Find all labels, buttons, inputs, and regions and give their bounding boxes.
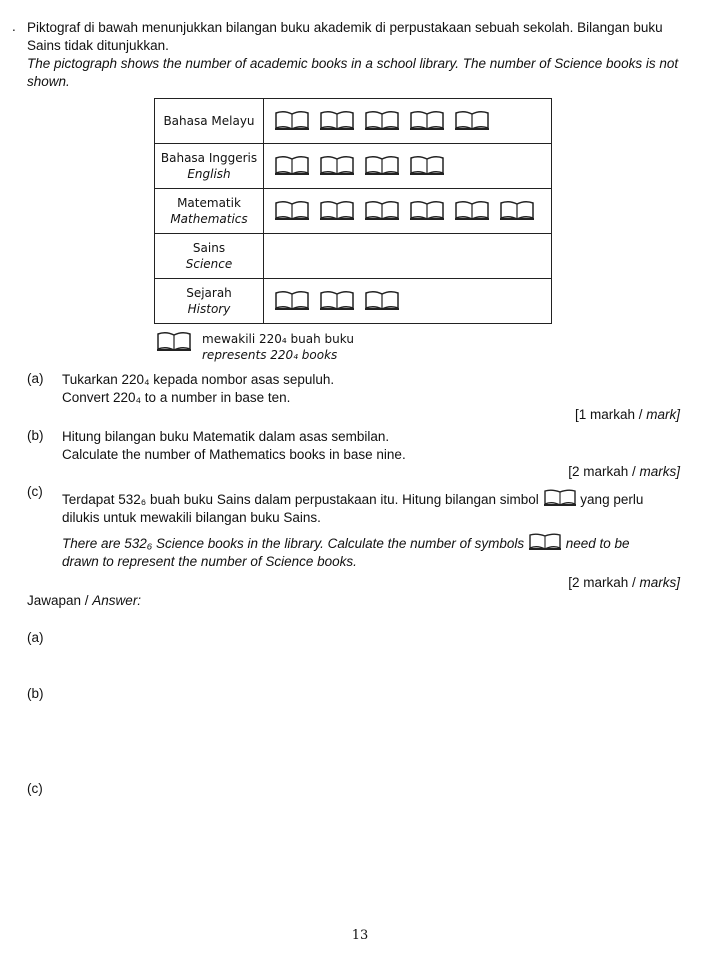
row-label-malay: Matematik [177, 196, 241, 210]
part-b-label: (b) [27, 428, 44, 443]
book-icon [364, 290, 400, 312]
pictograph-row [155, 189, 552, 234]
key-english: represents 220₄ books [202, 348, 338, 362]
pictograph-row-icons [264, 144, 552, 189]
row-label-malay: Bahasa Melayu [163, 114, 255, 128]
row-label-english: Science [185, 257, 233, 271]
part-a-text [62, 371, 334, 407]
answer-c-label: (c) [27, 781, 43, 796]
key-malay: mewakili 220₄ buah buku [202, 332, 354, 346]
book-icon [364, 110, 400, 132]
book-icon [274, 110, 310, 132]
book-icon [364, 200, 400, 222]
book-icon [454, 110, 490, 132]
book-icon [274, 200, 310, 222]
answer-heading: Jawapan / Answer: [27, 593, 142, 608]
answer-a-label: (a) [27, 630, 44, 645]
book-icon [409, 110, 445, 132]
row-label-malay: Sejarah [186, 286, 232, 300]
book-icon [409, 200, 445, 222]
book-icon [319, 290, 355, 312]
part-b-english: Calculate the number of Mathematics books in base nine. [62, 447, 406, 462]
pictograph-row [155, 279, 552, 324]
pictograph-row-label [155, 144, 264, 189]
answer-b-label: (b) [27, 686, 44, 701]
part-a-marks: [1 markah / mark] [574, 407, 680, 422]
book-icon [528, 533, 562, 551]
book-icon [319, 200, 355, 222]
part-a-english: Convert 220₄ to a number in base ten. [62, 390, 291, 405]
question-bullet: . [12, 19, 16, 34]
book-icon [543, 489, 577, 507]
pictograph-row-icons [264, 189, 552, 234]
book-icon [274, 290, 310, 312]
book-icon [454, 200, 490, 222]
page-number: 13 [351, 928, 369, 943]
pictograph-row-label [155, 189, 264, 234]
intro-english: The pictograph shows the number of academic books in a school library. The number of Science books is not shown. [27, 56, 679, 89]
pictograph-row [155, 234, 552, 279]
pictograph-table [154, 98, 552, 324]
part-b-text [62, 428, 406, 464]
part-b-malay: Hitung bilangan buku Matematik dalam asas sembilan. [62, 429, 390, 444]
part-c-marks: [2 markah / marks] [568, 575, 680, 590]
key-book-icon [156, 331, 201, 353]
row-label-malay: Bahasa Inggeris [160, 151, 258, 165]
book-icon [409, 155, 445, 177]
book-icon [319, 155, 355, 177]
book-icon [274, 155, 310, 177]
part-a-label: (a) [27, 371, 44, 386]
pictograph-row-label [155, 234, 264, 279]
question-intro [27, 19, 687, 91]
part-b-marks: [2 markah / marks] [568, 464, 680, 479]
pictograph-row-label [155, 279, 264, 324]
row-label-english: English [187, 167, 231, 181]
row-label-malay: Sains [192, 241, 226, 255]
book-icon [364, 155, 400, 177]
part-c-malay-line1: Terdapat 532₆ buah buku Sains dalam perpustakaan itu. Hitung bilangan simbol yang perlu [62, 489, 692, 509]
row-label-english: History [187, 302, 231, 316]
part-c-english-line2: drawn to represent the number of Science books. [62, 554, 357, 569]
pictograph-row [155, 99, 552, 144]
book-icon [319, 110, 355, 132]
part-c-label: (c) [27, 484, 43, 499]
part-c-english-line1: There are 532₆ Science books in the library. Calculate the number of symbols need to be [62, 533, 692, 553]
pictograph-key [202, 331, 354, 363]
pictograph-row [155, 144, 552, 189]
part-a-malay: Tukarkan 220₄ kepada nombor asas sepuluh. [62, 372, 335, 387]
pictograph-row-icons [264, 234, 552, 279]
pictograph-row-label [155, 99, 264, 144]
pictograph-row-icons [264, 279, 552, 324]
pictograph-row-icons [264, 99, 552, 144]
book-icon [499, 200, 535, 222]
row-label-english: Mathematics [170, 212, 248, 226]
intro-malay: Piktograf di bawah menunjukkan bilangan buku akademik di perpustakaan sebuah sekolah. Bilangan buku Sains tidak ditunjukkan. [27, 20, 663, 53]
part-c-malay-line2: dilukis untuk mewakili bilangan buku Sains. [62, 510, 321, 525]
